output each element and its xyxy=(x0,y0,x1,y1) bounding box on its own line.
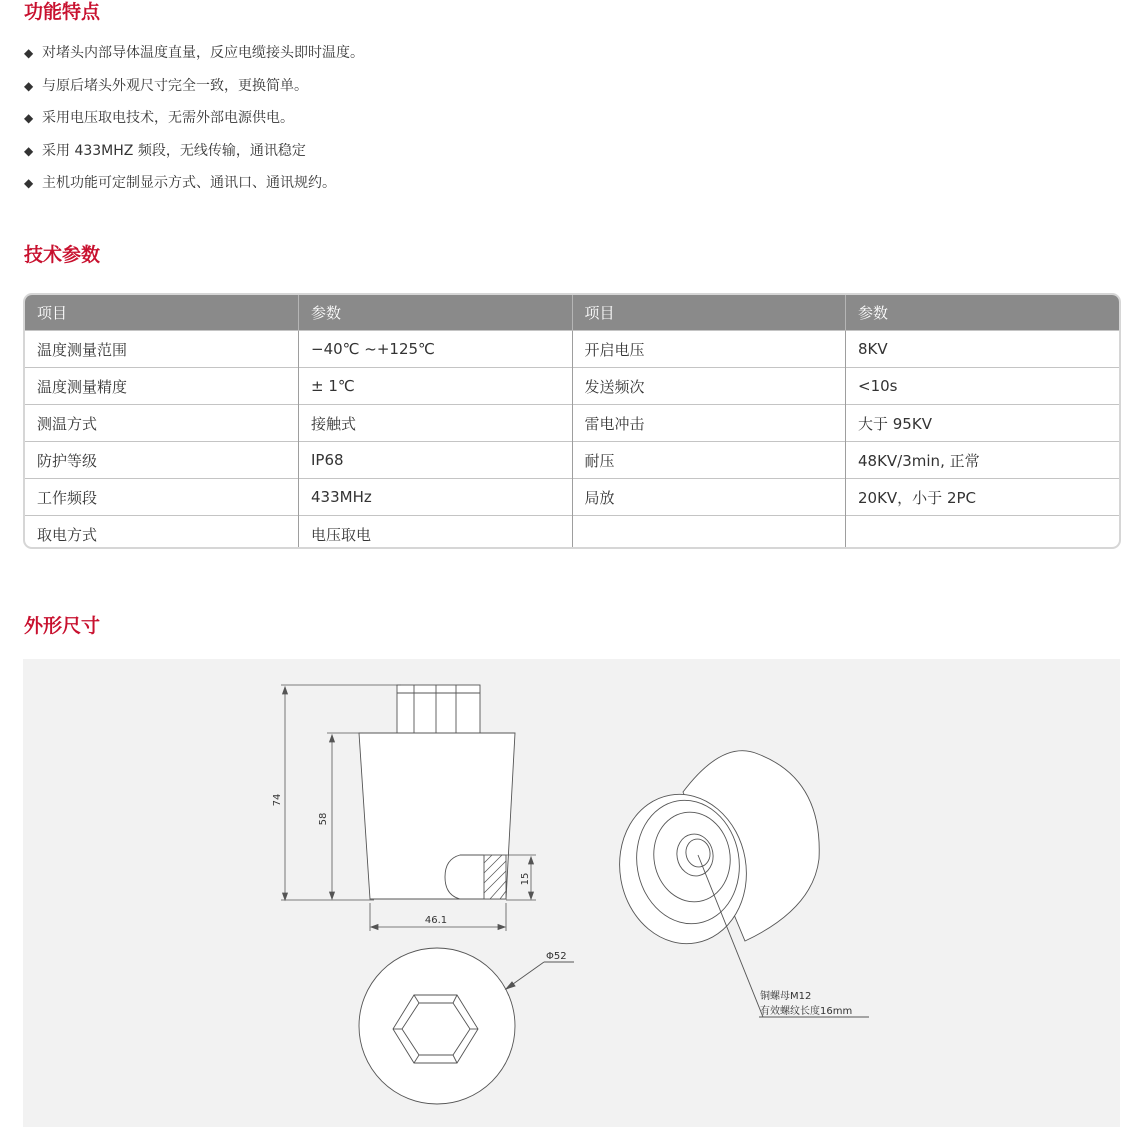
feature-item xyxy=(24,109,364,142)
table-cell: 温度测量精度 xyxy=(25,368,299,405)
feature-text: 采用 433MHZ 频段，无线传输，通讯稳定 xyxy=(42,142,306,159)
table-row xyxy=(25,442,1119,479)
dim-label-58: 58 xyxy=(318,812,329,826)
table-cell: 工作频段 xyxy=(25,479,299,516)
table-cell: 48KV/3min, 正常 xyxy=(846,442,1120,479)
table-cell: 局放 xyxy=(572,479,846,516)
diamond-bullet-icon: ◆ xyxy=(24,111,34,125)
feature-item xyxy=(24,44,364,77)
table-row xyxy=(25,331,1119,368)
feature-item xyxy=(24,174,364,207)
table-cell: 发送频次 xyxy=(572,368,846,405)
column-header-item: 项目 xyxy=(25,295,299,331)
table-cell: −40℃ ~+125℃ xyxy=(299,331,573,368)
dim-label-diameter: Φ52 xyxy=(546,951,567,962)
dim-label-15: 15 xyxy=(520,872,531,886)
table-cell: 取电方式 xyxy=(25,516,299,550)
table-row xyxy=(25,405,1119,442)
features-title: 功能特点 xyxy=(24,1,101,23)
table-row xyxy=(25,516,1119,550)
table-row xyxy=(25,368,1119,405)
nut-label-line2: 有效螺纹长度16mm xyxy=(760,1006,853,1017)
table-cell: 测温方式 xyxy=(25,405,299,442)
table-cell: 接触式 xyxy=(299,405,573,442)
specs-table xyxy=(25,295,1119,549)
table-cell: 耐压 xyxy=(572,442,846,479)
table-cell: IP68 xyxy=(299,442,573,479)
column-header-param: 参数 xyxy=(299,295,573,331)
table-cell: 开启电压 xyxy=(572,331,846,368)
table-header-row xyxy=(25,295,1119,331)
specs-title: 技术参数 xyxy=(24,244,101,266)
diamond-bullet-icon: ◆ xyxy=(24,143,34,158)
table-cell: 温度测量范围 xyxy=(25,331,299,368)
table-cell: 大于 95KV xyxy=(846,405,1120,442)
nut-label-line1: 铜螺母M12 xyxy=(760,991,812,1002)
dimension-drawing-panel xyxy=(23,659,1120,1127)
table-cell: ± 1℃ xyxy=(299,368,573,405)
table-row xyxy=(25,479,1119,516)
features-list xyxy=(24,44,364,207)
dim-label-46-1: 46.1 xyxy=(424,915,448,926)
dimensions-title: 外形尺寸 xyxy=(24,615,101,637)
diamond-bullet-icon: ◆ xyxy=(24,176,34,190)
table-cell: 电压取电 xyxy=(299,516,573,550)
side-view xyxy=(359,685,515,899)
perspective-view xyxy=(608,751,869,1017)
feature-text: 与原后堵头外观尺寸完全一致，更换简单。 xyxy=(42,77,308,94)
technical-drawing xyxy=(23,659,1120,1127)
bottom-view-outer-circle xyxy=(359,948,515,1104)
column-header-param: 参数 xyxy=(846,295,1120,331)
feature-item xyxy=(24,77,364,110)
table-cell xyxy=(572,516,846,550)
table-cell: 433MHz xyxy=(299,479,573,516)
specs-table-container xyxy=(23,293,1121,549)
column-header-item: 项目 xyxy=(572,295,846,331)
table-cell: <10s xyxy=(846,368,1120,405)
feature-text: 对堵头内部导体温度直量，反应电缆接头即时温度。 xyxy=(42,45,364,61)
diamond-bullet-icon: ◆ xyxy=(24,78,34,93)
diamond-bullet-icon: ◆ xyxy=(24,46,34,60)
table-cell: 雷电冲击 xyxy=(572,405,846,442)
feature-text: 采用电压取电技术，无需外部电源供电。 xyxy=(42,110,294,126)
feature-item xyxy=(24,142,364,175)
table-cell xyxy=(846,516,1120,550)
table-cell: 8KV xyxy=(846,331,1120,368)
table-cell: 防护等级 xyxy=(25,442,299,479)
top-stud-outline xyxy=(397,685,480,733)
dim-label-74: 74 xyxy=(272,793,283,807)
table-cell: 20KV，小于 2PC xyxy=(846,479,1120,516)
bottom-view xyxy=(359,948,574,1104)
feature-text: 主机功能可定制显示方式、通讯口、通讯规约。 xyxy=(42,175,336,191)
